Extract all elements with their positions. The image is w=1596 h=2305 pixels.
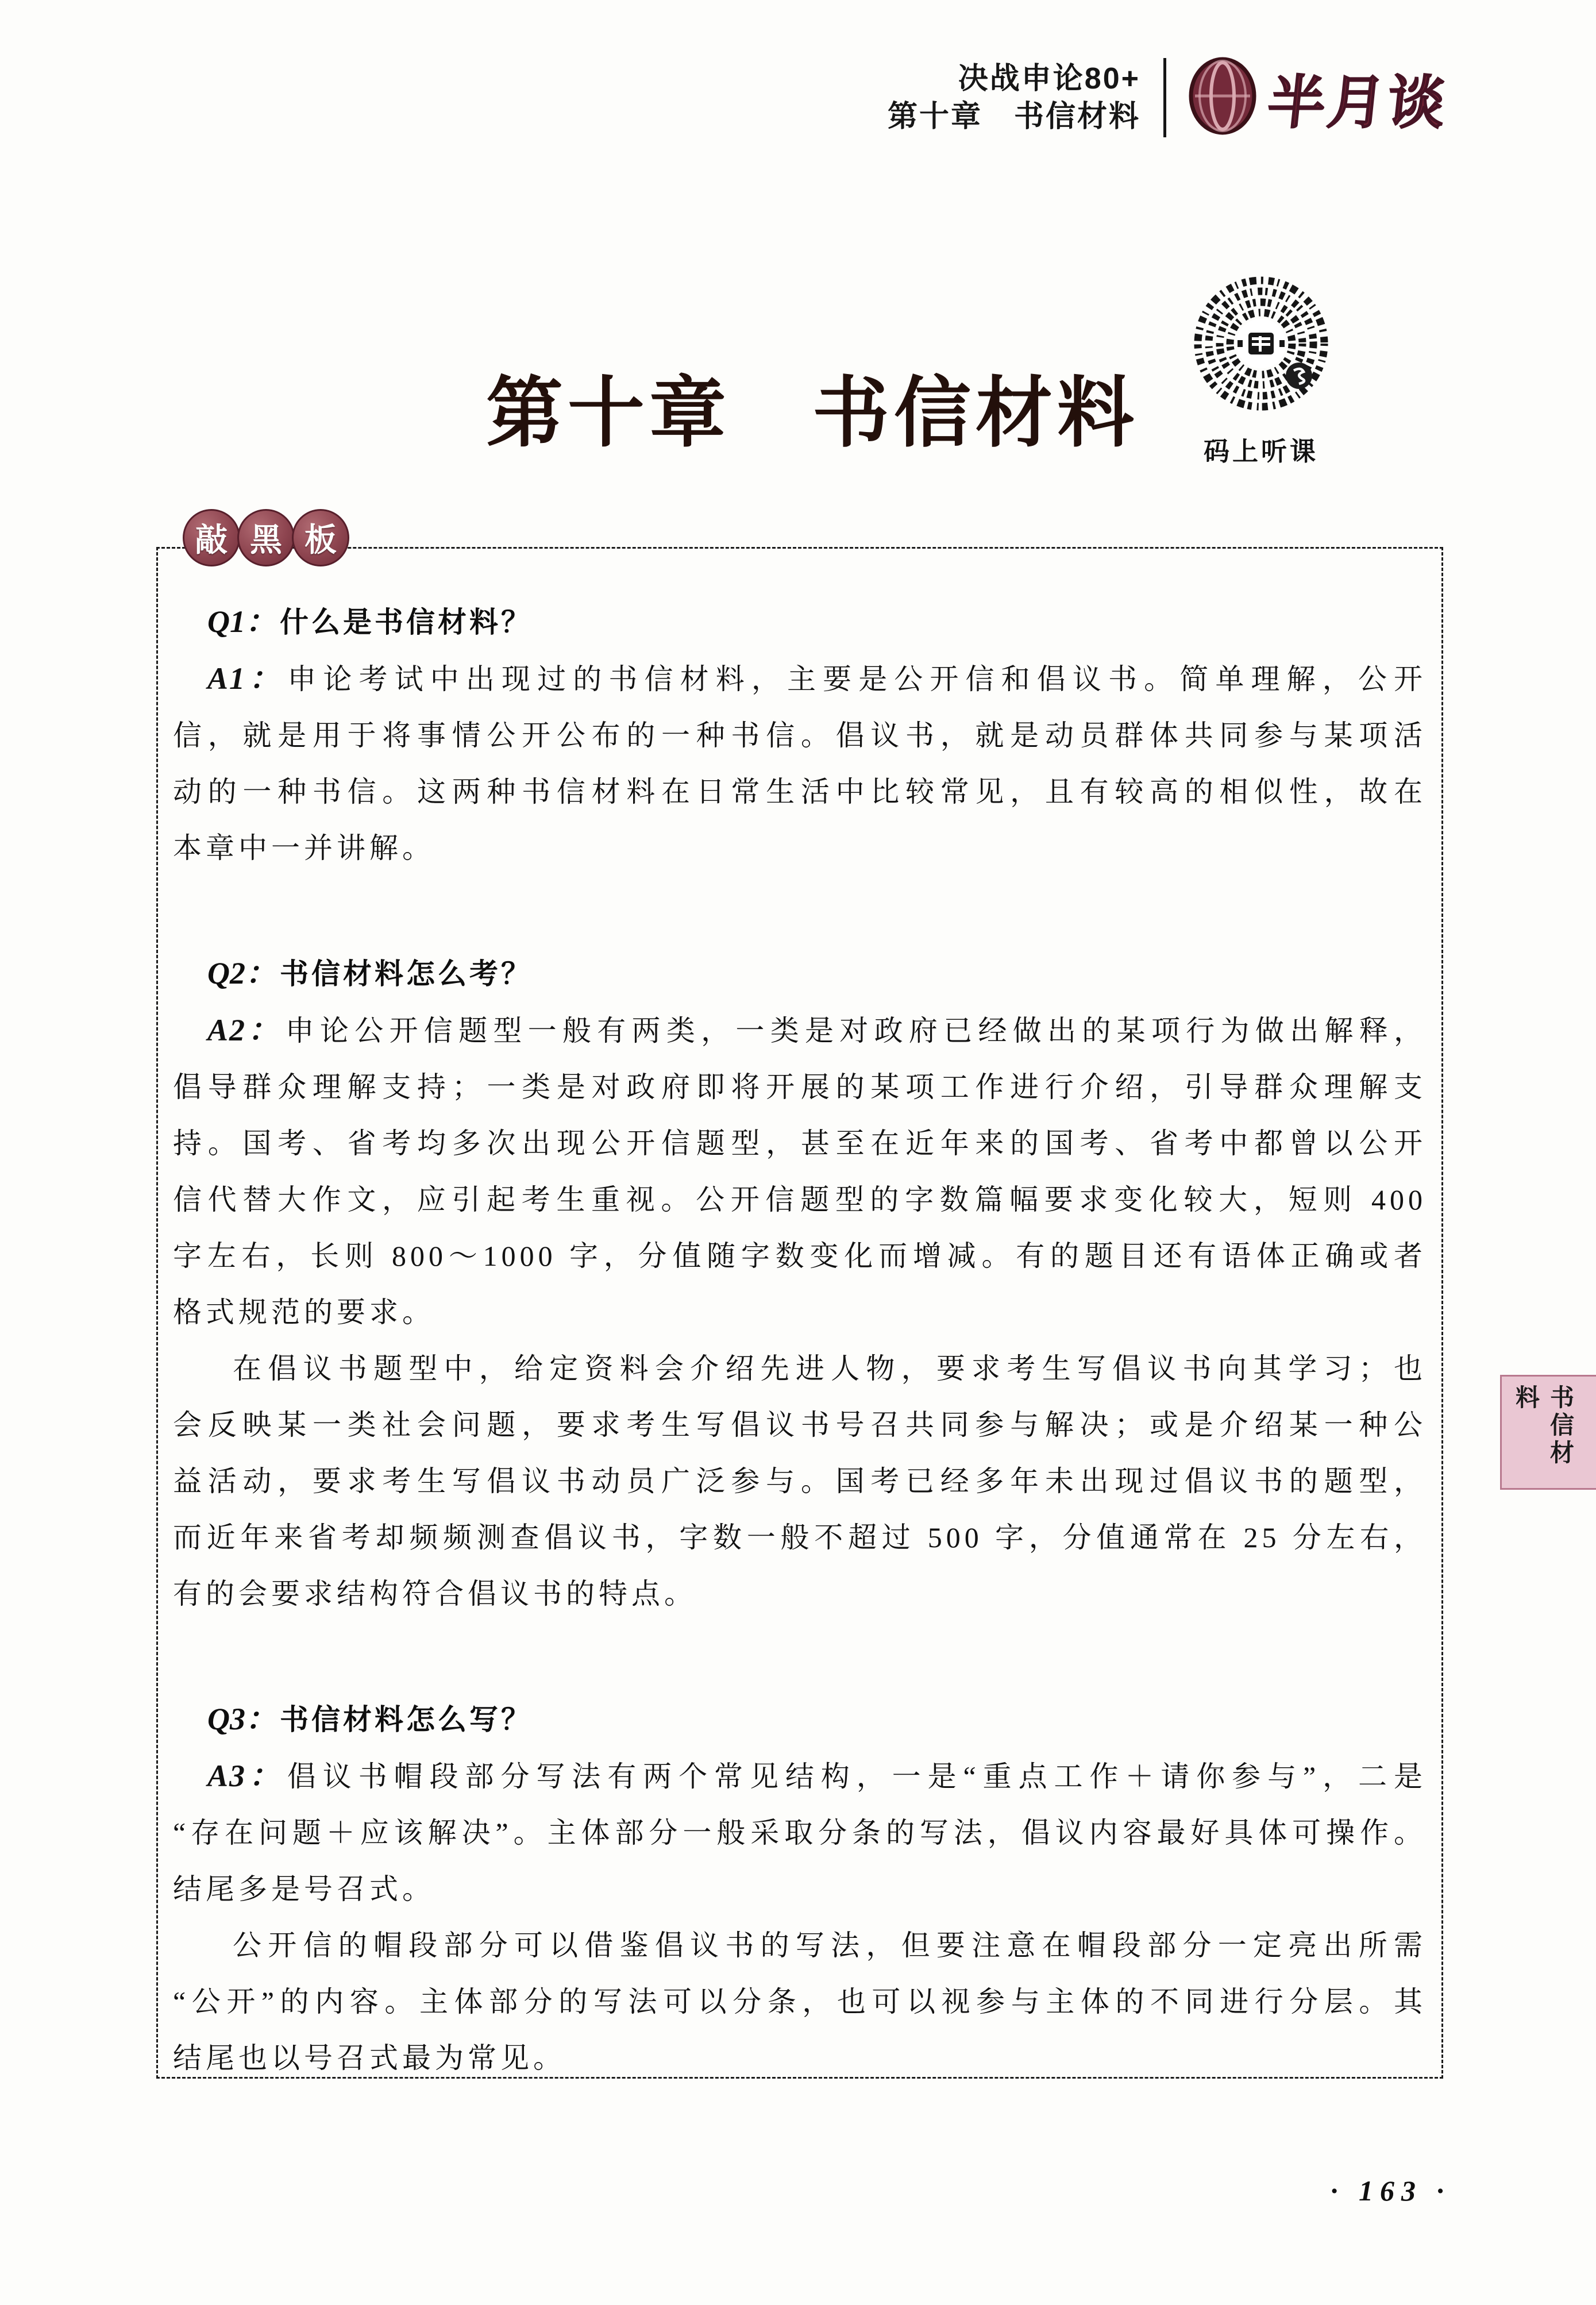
answer-1-text: 申论考试中出现过的书信材料，主要是公开信和倡议书。简单理解，公开 xyxy=(287,663,1427,695)
answer-2-text: 申论公开信题型一般有两类，一类是对政府已经做出的某项行为做出解释， xyxy=(285,1015,1427,1047)
badge-circle xyxy=(183,509,240,566)
blackboard-badge xyxy=(183,509,346,566)
badge-char: 黑 xyxy=(250,522,282,558)
running-header xyxy=(887,55,1451,140)
badge-char: 敲 xyxy=(195,522,228,558)
question-3-label: Q3： xyxy=(207,1702,276,1736)
answer-3-text: 倡议书帽段部分写法有两个常见结构，一是“重点工作＋请你参与”，二是 xyxy=(287,1760,1427,1793)
question-1-title: 什么是书信材料？ xyxy=(280,606,533,638)
answer-2-line: 字左右，长则 800～1000 字，分值随字数变化而增减。有的题目还有语体正确或者 xyxy=(173,1240,1427,1272)
running-header-chapter: 第十章 书信材料 xyxy=(887,99,1140,133)
answer-2-line: 有的会要求结构符合倡议书的特点。 xyxy=(173,1578,697,1610)
answer-3-line: “公开”的内容。主体部分的写法可以分条，也可以视参与主体的不同进行分层。其 xyxy=(173,1986,1427,2018)
badge-circle xyxy=(292,509,349,566)
qr-block xyxy=(1185,269,1337,468)
answer-3-line xyxy=(173,1748,1427,1805)
question-3 xyxy=(207,1691,1427,1748)
question-1-label: Q1： xyxy=(207,604,276,639)
header-divider xyxy=(1163,58,1166,137)
answer-3-label: A3： xyxy=(207,1759,284,1793)
answer-2-label: A2： xyxy=(207,1013,282,1047)
page-number: · 163 · xyxy=(1331,2175,1451,2207)
answer-2-line: 信代替大作文，应引起考生重视。公开信题型的字数篇幅要求变化较大，短则 400 xyxy=(173,1184,1427,1216)
answer-3-line: “存在问题＋应该解决”。主体部分一般采取分条的写法，倡议内容最好具体可操作。 xyxy=(173,1817,1427,1849)
answer-2-line: 益活动，要求考生写倡议书动员广泛参与。国考已经多年未出现过倡议书的题型， xyxy=(173,1465,1427,1497)
answer-2-line: 格式规范的要求。 xyxy=(173,1296,435,1328)
globe-icon xyxy=(1187,55,1260,140)
answer-1-line xyxy=(173,650,1427,707)
question-1 xyxy=(207,593,1427,650)
question-2-label: Q2： xyxy=(207,956,276,990)
side-tab xyxy=(1500,1375,1596,1490)
answer-3-line: 公开信的帽段部分可以借鉴倡议书的写法，但要注意在帽段部分一定亮出所需 xyxy=(233,1929,1427,1961)
answer-1-line: 信，就是用于将事情公开公布的一种书信。倡议书，就是动员群体共同参与某项活 xyxy=(173,719,1427,751)
publisher-logo-text: 半月谈 xyxy=(1265,71,1451,135)
answer-2-line: 会反映某一类社会问题，要求考生写倡议书号召共同参与解决；或是介绍某一种公 xyxy=(173,1409,1427,1441)
running-header-series: 决战申论80+ xyxy=(958,61,1140,95)
answer-2-line: 持。国考、省考均多次出现公开信题型，甚至在近年来的国考、省考中都曾以公开 xyxy=(173,1127,1427,1159)
qr-code-icon xyxy=(1185,414,1337,424)
answer-2-line: 而近年来省考却频频测查倡议书，字数一般不超过 500 字，分值通常在 25 分左右， xyxy=(173,1521,1427,1554)
answer-2-line: 在倡议书题型中，给定资料会介绍先进人物，要求考生写倡议书向其学习；也 xyxy=(233,1352,1427,1385)
chapter-title: 第十章 书信材料 xyxy=(485,371,1139,456)
question-3-title: 书信材料怎么写？ xyxy=(280,1703,533,1736)
answer-1-label: A1： xyxy=(207,661,284,696)
answer-1-line: 动的一种书信。这两种书信材料在日常生活中比较常见，且有较高的相似性，故在 xyxy=(173,776,1427,808)
question-2-title: 书信材料怎么考？ xyxy=(280,958,533,990)
badge-circle xyxy=(237,509,295,566)
answer-1-line: 本章中一并讲解。 xyxy=(173,832,435,864)
answer-3-line: 结尾也以号召式最为常见。 xyxy=(173,2042,566,2074)
publisher-logo xyxy=(1187,55,1451,140)
answer-2-line: 倡导群众理解支持；一类是对政府即将开展的某项工作进行介绍，引导群众理解支 xyxy=(173,1071,1427,1103)
question-2 xyxy=(207,945,1427,1002)
side-tab-label: 书信材料 xyxy=(1513,1385,1574,1467)
answer-2-line xyxy=(173,1002,1427,1059)
qa-box xyxy=(156,547,1443,2079)
running-header-text xyxy=(888,60,1140,136)
answer-3-line: 结尾多是号召式。 xyxy=(173,1873,435,1905)
qr-caption: 码上听课 xyxy=(1203,437,1319,466)
badge-char: 板 xyxy=(304,522,337,558)
